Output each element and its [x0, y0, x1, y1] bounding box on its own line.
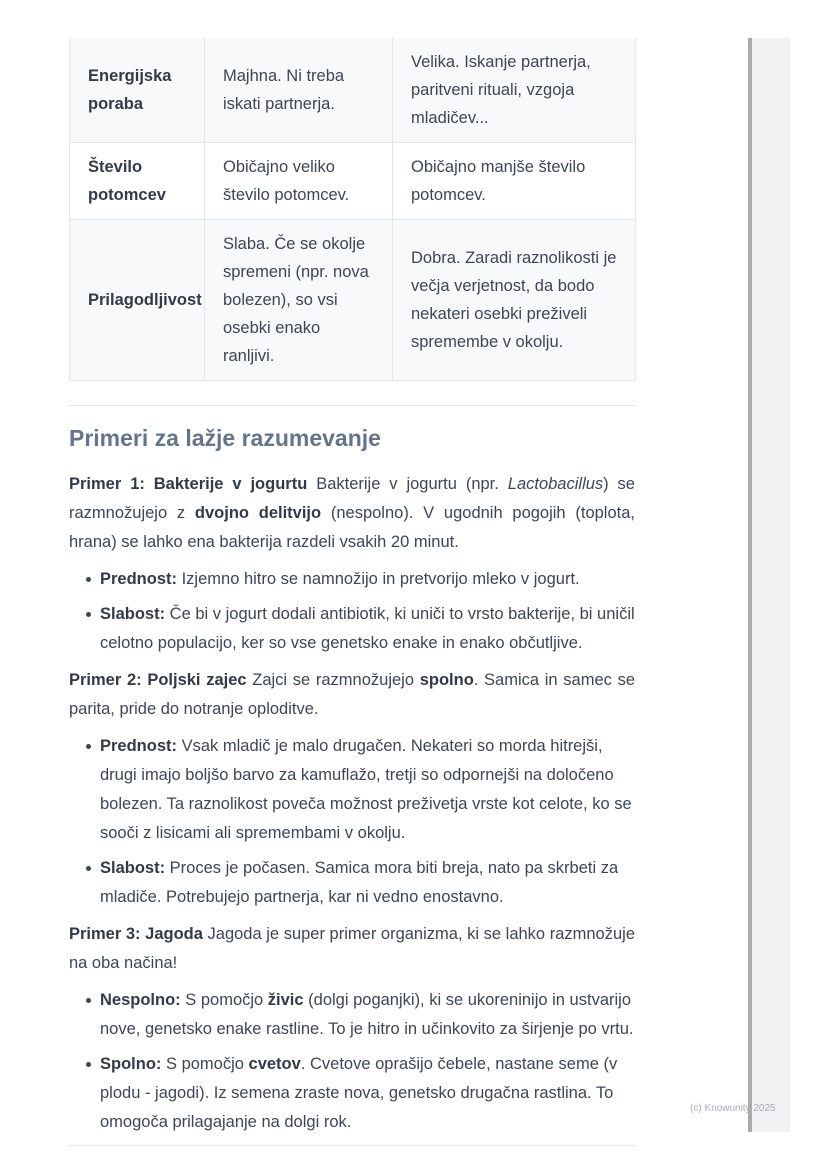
table-row — [70, 38, 636, 143]
row-label: Število potomcev — [70, 143, 205, 220]
section-heading: Primeri za lažje razumevanje — [69, 425, 381, 451]
example-2-list — [69, 732, 635, 912]
table-row — [70, 220, 636, 381]
example-1-intro: Primer 1: Bakterije v jogurtu Bakterije v jogurtu (npr. Lactobacillus) se razmnožujejo z dvojno delitvijo (nespolno). V ugodnih pogojih (toplota, hrana) se lahko ena bakterija razdeli vsakih 20 minut. — [69, 475, 635, 551]
list-item: Slabost: Če bi v jogurt dodali antibiotik, ki uniči to vrsto bakterije, bi uničil celotno populacijo, ker so vse genetsko enake in enako občutljive. — [69, 600, 635, 658]
cell-asexual: Majhna. Ni treba iskati partnerja. — [205, 38, 393, 143]
comparison-table — [69, 38, 636, 381]
cell-sexual: Velika. Iskanje partnerja, paritveni rituali, vzgoja mladičev... — [393, 38, 636, 143]
list-item: Prednost: Izjemno hitro se namnožijo in pretvorijo mleko v jogurt. — [69, 565, 635, 594]
scrollbar[interactable] — [748, 38, 752, 1132]
row-label: Prilagodljivost — [70, 220, 205, 381]
page-bottom-divider — [69, 1145, 635, 1146]
cell-asexual: Običajno veliko število potomcev. — [205, 143, 393, 220]
cell-sexual: Običajno manjše število potomcev. — [393, 143, 636, 220]
example-1-list — [69, 565, 635, 658]
document-page-content — [69, 38, 635, 1146]
example-2-intro: Primer 2: Poljski zajec Zajci se razmnožujejo spolno. Samica in samec se parita, pride do notranje oploditve. — [69, 671, 635, 718]
cell-asexual: Slaba. Če se okolje spremeni (npr. nova bolezen), so vsi osebki enako ranljivi. — [205, 220, 393, 381]
table-row — [70, 143, 636, 220]
row-label: Energijska poraba — [70, 38, 205, 143]
watermark-text: (c) Knowunity 2025 — [690, 1103, 776, 1114]
list-item: Prednost: Vsak mladič je malo drugačen. Nekateri so morda hitrejši, drugi imajo boljšo barvo za kamuflažo, tretji so odpornejši na določeno bolezen. Ta raznolikost poveča možnost preživetja vrste kot celote, ko se sooči z lisicami ali spremembami v okolju. — [69, 732, 635, 848]
example-3-list — [69, 986, 635, 1137]
list-item: Spolno: S pomočjo cvetov. Cvetove oprašijo čebele, nastane seme (v plodu - jagodi). Iz semena zraste nova, genetsko drugačna rastlina. To omogoča prilagajanje na dolgi rok. — [69, 1050, 635, 1137]
section-divider — [69, 405, 635, 406]
cell-sexual: Dobra. Zaradi raznolikosti je večja verjetnost, da bodo nekateri osebki preživeli spremembe v okolju. — [393, 220, 636, 381]
list-item: Nespolno: S pomočjo živic (dolgi poganjki), ki se ukoreninijo in ustvarijo nove, genetsko enake rastline. To je hitro in učinkovito za širjenje po vrtu. — [69, 986, 635, 1044]
example-3-intro: Primer 3: Jagoda Jagoda je super primer organizma, ki se lahko razmnožuje na oba načina! — [69, 925, 635, 972]
adjacent-page-edge — [752, 38, 790, 1132]
list-item: Slabost: Proces je počasen. Samica mora biti breja, nato pa skrbeti za mladiče. Potrebujejo partnerja, kar ni vedno enostavno. — [69, 854, 635, 912]
